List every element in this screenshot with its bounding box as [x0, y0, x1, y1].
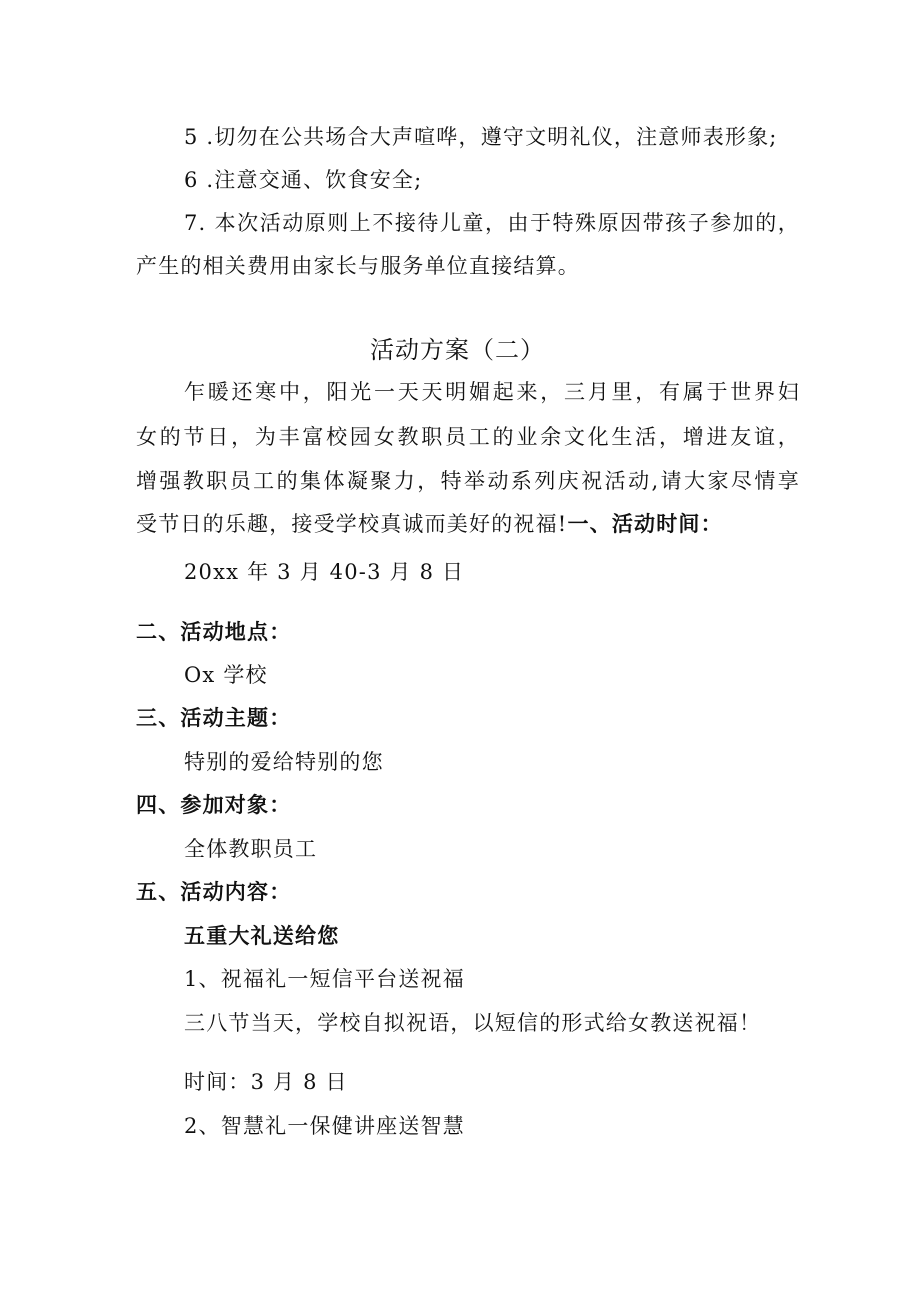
intro-paragraph-line-1: 乍暖还寒中，阳光一天天明媚起来，三月里，有属于世界妇 [184, 380, 800, 404]
page-title: 活动方案（二） [370, 336, 545, 364]
gift-2-title: 2、智慧礼一保健讲座送智慧 [184, 1114, 465, 1138]
section-heading-content: 五、活动内容： [136, 880, 292, 904]
intro-paragraph-line-2: 女的节日，为丰富校园女教职员工的业余文化生活，增进友谊， [136, 425, 800, 449]
intro-paragraph-line-4 [136, 514, 723, 535]
section-heading-target: 四、参加对象： [136, 793, 292, 817]
gift-1-title: 1、祝福礼一短信平台送祝福 [184, 967, 465, 991]
item-6: 6 .注意交通、饮食安全; [184, 168, 423, 192]
theme-value: 特别的爱给特别的您 [184, 750, 384, 774]
gift-1-time: 时间：3 月 8 日 [184, 1070, 348, 1094]
time-value: 20xx 年 3 月 40-3 月 8 日 [184, 560, 465, 584]
section-heading-place: 二、活动地点： [136, 620, 292, 644]
intro-paragraph-line-3: 增强教职员工的集体凝聚力，特举动系列庆祝活动,请大家尽情享 [136, 469, 800, 493]
place-value: Ox 学校 [184, 663, 268, 687]
target-value: 全体教职员工 [184, 837, 318, 861]
item-7-line-1: 7. 本次活动原则上不接待儿童，由于特殊原因带孩子参加的， [184, 211, 800, 235]
gift-1-description: 三八节当天，学校自拟祝语，以短信的形式给女教送祝福！ [184, 1011, 762, 1035]
item-7-line-2: 产生的相关费用由家长与服务单位直接结算。 [136, 254, 580, 278]
item-5: 5 .切勿在公共场合大声喧哗，遵守文明礼仪，注意师表形象; [184, 125, 778, 149]
content-subheading: 五重大礼送给您 [184, 924, 340, 948]
section-heading-theme: 三、活动主题： [136, 706, 292, 730]
intro-paragraph-text: 受节日的乐趣，接受学校真诚而美好的祝福! [136, 512, 568, 536]
section-heading-time: 一、活动时间： [567, 512, 723, 536]
